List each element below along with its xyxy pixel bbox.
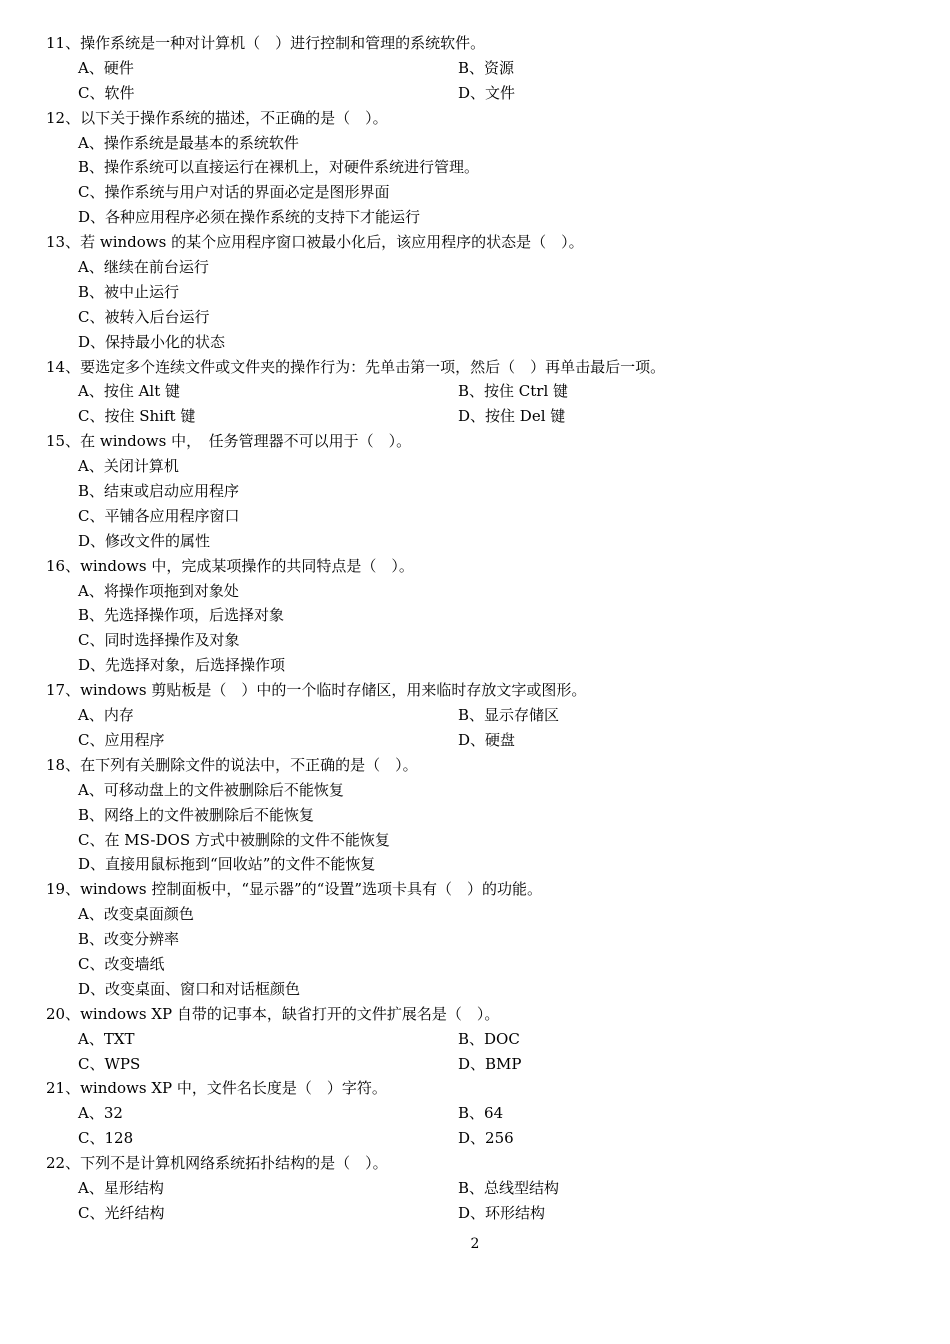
option-text: D、256 (458, 1129, 514, 1148)
option-text: C、按住 Shift 键 (78, 407, 196, 426)
option-row (0, 1101, 950, 1126)
option-text: C、WPS (78, 1054, 141, 1073)
option-text: C、光纤结构 (78, 1203, 165, 1222)
question-block (0, 753, 950, 877)
option-row (0, 56, 950, 81)
option-text: B、操作系统可以直接运行在裸机上，对硬件系统进行管理。 (78, 158, 480, 177)
option-text: A、按住 Alt 键 (78, 382, 181, 401)
page-number: 2 (470, 1236, 480, 1252)
question-block (0, 355, 950, 430)
question-text: 18、在下列有关删除文件的说法中，不正确的是（ ）。 (46, 755, 418, 774)
option-row (0, 404, 950, 429)
option-text: D、修改文件的属性 (78, 531, 211, 550)
option-text: A、星形结构 (78, 1178, 164, 1197)
option-text: A、将操作项拖到对象处 (78, 581, 239, 600)
question-text: 12、以下关于操作系统的描述，不正确的是（ ）。 (46, 108, 388, 127)
option-text: D、各种应用程序必须在操作系统的支持下才能运行 (78, 208, 421, 227)
option-text: B、改变分辨率 (78, 930, 180, 949)
option-row (0, 81, 950, 106)
question-text: 14、要选定多个连续文件或文件夹的操作行为：先单击第一项，然后（ ）再单击最后一项。 (46, 357, 666, 376)
option-row (0, 1126, 950, 1151)
option-text: D、保持最小化的状态 (78, 332, 226, 351)
option-text: B、总线型结构 (458, 1178, 560, 1197)
option-text: A、操作系统是最基本的系统软件 (78, 133, 299, 152)
option-row (0, 379, 950, 404)
option-text: A、继续在前台运行 (78, 258, 209, 277)
question-block (0, 1151, 950, 1226)
question-block (0, 877, 950, 1001)
option-text: C、改变墙纸 (78, 954, 165, 973)
option-text: D、文件 (458, 83, 516, 102)
option-text: C、软件 (78, 83, 135, 102)
option-row (0, 1176, 950, 1201)
question-block (0, 230, 950, 354)
question-text: 13、若 windows 的某个应用程序窗口被最小化后，该应用程序的状态是（ ）。 (46, 233, 584, 252)
option-text: C、应用程序 (78, 730, 165, 749)
question-block (0, 554, 950, 678)
option-row (0, 1027, 950, 1052)
question-page (0, 31, 950, 1226)
question-text: 11、操作系统是一种对计算机（ ）进行控制和管理的系统软件。 (46, 34, 486, 52)
option-text: B、资源 (458, 58, 515, 77)
option-row (0, 1052, 950, 1077)
option-text: B、按住 Ctrl 键 (458, 382, 569, 401)
option-text: B、被中止运行 (78, 282, 180, 301)
option-row (0, 728, 950, 753)
option-text: A、硬件 (78, 58, 134, 77)
question-block (0, 678, 950, 753)
question-text: 15、在 windows 中， 任务管理器不可以用于（ ）。 (46, 432, 412, 451)
question-text: 19、windows 控制面板中，“显示器”的“设置”选项卡具有（ ）的功能。 (46, 880, 542, 899)
option-text: D、环形结构 (458, 1203, 546, 1222)
option-text: D、改变桌面、窗口和对话框颜色 (78, 979, 301, 998)
option-text: B、网络上的文件被删除后不能恢复 (78, 805, 315, 824)
question-block (0, 429, 950, 553)
question-text: 17、windows 剪贴板是（ ）中的一个临时存储区，用来临时存放文字或图形。 (46, 681, 587, 700)
question-text: 16、windows 中，完成某项操作的共同特点是（ ）。 (46, 556, 414, 575)
question-text: 20、windows XP 自带的记事本，缺省打开的文件扩展名是（ ）。 (46, 1004, 500, 1023)
option-text: D、BMP (458, 1054, 522, 1073)
option-text: B、先选择操作项，后选择对象 (78, 606, 285, 625)
question-block (0, 1002, 950, 1077)
option-text: B、结束或启动应用程序 (78, 482, 240, 501)
option-text: D、硬盘 (458, 730, 516, 749)
option-text: A、32 (78, 1104, 123, 1123)
option-text: A、内存 (78, 706, 134, 725)
option-row (0, 1201, 950, 1226)
question-block (0, 106, 950, 230)
question-text: 21、windows XP 中，文件名长度是（ ）字符。 (46, 1079, 387, 1098)
option-text: D、直接用鼠标拖到“回收站”的文件不能恢复 (78, 855, 376, 874)
option-text: D、先选择对象，后选择操作项 (78, 656, 286, 675)
question-block (0, 31, 950, 106)
option-text: A、可移动盘上的文件被删除后不能恢复 (78, 780, 344, 799)
option-text: A、TXT (78, 1029, 135, 1048)
option-text: C、同时选择操作及对象 (78, 631, 240, 650)
option-text: A、改变桌面颜色 (78, 905, 194, 924)
question-block (0, 1076, 950, 1151)
option-row (0, 703, 950, 728)
option-text: B、64 (458, 1104, 504, 1123)
option-text: B、DOC (458, 1029, 520, 1048)
option-text: C、平铺各应用程序窗口 (78, 506, 240, 525)
option-text: C、被转入后台运行 (78, 307, 210, 326)
option-text: B、显示存储区 (458, 706, 560, 725)
option-text: D、按住 Del 键 (458, 407, 566, 426)
option-text: A、关闭计算机 (78, 457, 179, 476)
question-text: 22、下列不是计算机网络系统拓扑结构的是（ ）。 (46, 1154, 388, 1173)
option-text: C、在 MS-DOS 方式中被删除的文件不能恢复 (78, 830, 390, 849)
option-text: C、128 (78, 1129, 134, 1148)
option-text: C、操作系统与用户对话的界面必定是图形界面 (78, 183, 390, 202)
